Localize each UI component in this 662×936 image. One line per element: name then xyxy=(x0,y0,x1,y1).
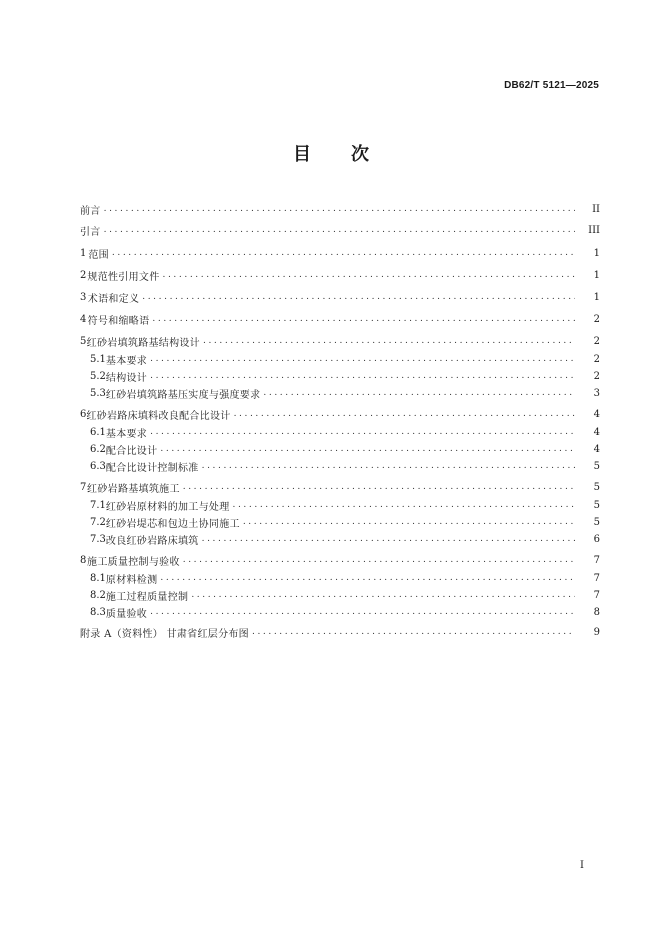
toc-entry-label: 基本要求 xyxy=(105,355,148,367)
toc-entry-introduction[interactable] xyxy=(80,221,600,239)
title-char-right: 次 xyxy=(351,144,369,165)
toc-entry-number: 8.2 xyxy=(90,589,106,601)
toc-entry-section-2[interactable] xyxy=(80,266,600,284)
toc-entry-label: 红砂岩堤芯和包边土协同施工 xyxy=(105,518,240,530)
toc-entry-page: 1 xyxy=(593,269,600,281)
toc-entry-page: 5 xyxy=(593,460,600,472)
toc-entry-page: 2 xyxy=(593,370,600,382)
toc-leader-dots xyxy=(152,314,575,324)
toc-entry-number: 5.1 xyxy=(90,353,106,365)
toc-entry-number: 7 xyxy=(80,481,87,493)
toc-leader-dots xyxy=(203,336,575,346)
title-char-left: 目 xyxy=(293,144,311,165)
toc-entry-page: 2 xyxy=(593,353,600,365)
toc-entry-section-8[interactable] xyxy=(80,551,600,569)
toc-entry-page: 5 xyxy=(593,481,600,493)
toc-entry-number: 6.2 xyxy=(90,443,106,455)
toc-entry-label: 结构设计 xyxy=(105,372,148,384)
toc-entry-page: 7 xyxy=(593,589,600,601)
toc-leader-dots xyxy=(263,388,575,398)
toc-entry-number: 6.1 xyxy=(90,426,106,438)
toc-entry-page: 6 xyxy=(593,533,600,545)
toc-leader-dots xyxy=(142,292,575,302)
toc-leader-dots xyxy=(150,427,575,437)
toc-entry-number: 7.3 xyxy=(90,533,106,545)
toc-leader-dots xyxy=(104,225,575,235)
page-number: I xyxy=(580,860,584,871)
toc-entry-page: 9 xyxy=(593,626,600,638)
toc-leader-dots xyxy=(160,573,575,583)
toc-leader-dots xyxy=(252,627,575,637)
toc-leader-dots xyxy=(243,517,575,527)
toc-leader-dots xyxy=(202,461,575,471)
toc-entry-label: 红砂岩路基填筑施工 xyxy=(87,483,180,495)
toc-entry-label: 附录 A（资料性） 甘肃省红层分布图 xyxy=(80,628,249,640)
toc-entry-page: 4 xyxy=(593,426,600,438)
toc-leader-dots xyxy=(202,534,575,544)
toc-entry-section-5-1[interactable] xyxy=(90,350,600,368)
toc-entry-section-4[interactable] xyxy=(80,310,600,328)
toc-entry-section-7-2[interactable] xyxy=(90,513,600,531)
toc-leader-dots xyxy=(163,270,575,280)
toc-entry-section-8-2[interactable] xyxy=(90,586,600,604)
toc-entry-label: 施工过程质量控制 xyxy=(105,591,189,603)
toc-entry-label: 符号和缩略语 xyxy=(87,315,150,327)
toc-entry-number: 5.2 xyxy=(90,370,106,382)
toc-entry-page: 3 xyxy=(593,387,600,399)
toc-entry-section-7-1[interactable] xyxy=(90,496,600,514)
toc-leader-dots xyxy=(150,354,575,364)
toc-entry-page: 8 xyxy=(593,606,600,618)
toc-entry-label: 红砂岩路床填料改良配合比设计 xyxy=(86,410,231,422)
toc-entry-page: II xyxy=(592,203,600,215)
toc-entry-number: 8 xyxy=(80,554,87,566)
document-code: DB62/T 5121—2025 xyxy=(504,80,599,91)
toc-entry-appendix-a[interactable] xyxy=(80,623,600,641)
toc-entry-label: 改良红砂岩路床填筑 xyxy=(105,535,199,547)
toc-entry-number: 2 xyxy=(80,269,87,281)
toc-leader-dots xyxy=(150,607,575,617)
toc-entry-label: 规范性引用文件 xyxy=(87,271,160,283)
toc-entry-section-6-3[interactable] xyxy=(90,457,600,475)
toc-entry-number: 5.3 xyxy=(90,387,106,399)
toc-entry-label: 施工质量控制与验收 xyxy=(87,556,180,568)
toc-entry-label: 红砂岩填筑路基结构设计 xyxy=(86,337,200,349)
toc-entry-page: 7 xyxy=(593,554,600,566)
toc-entry-number: 8.3 xyxy=(90,606,106,618)
toc-entry-section-7[interactable] xyxy=(80,478,600,496)
toc-entry-label: 范围 xyxy=(88,249,109,261)
toc-leader-dots xyxy=(234,409,575,419)
toc-entry-page: 5 xyxy=(593,499,600,511)
toc-entry-section-1[interactable] xyxy=(80,244,600,262)
toc-entry-number: 4 xyxy=(80,313,87,325)
toc-entry-label: 基本要求 xyxy=(105,428,148,440)
toc-entry-page: 5 xyxy=(593,516,600,528)
toc-entry-section-7-3[interactable] xyxy=(90,530,600,548)
toc-entry-number: 3 xyxy=(80,291,87,303)
toc-entry-number: 8.1 xyxy=(90,572,106,584)
toc-leader-dots xyxy=(191,590,575,600)
toc-entry-label: 术语和定义 xyxy=(87,293,140,305)
toc-entry-page: III xyxy=(588,224,600,236)
toc-entry-section-5-2[interactable] xyxy=(90,367,600,385)
toc-leader-dots xyxy=(160,444,575,454)
toc-entry-section-6-1[interactable] xyxy=(90,423,600,441)
toc-entry-foreword[interactable] xyxy=(80,200,600,218)
toc-entry-number: 7.2 xyxy=(90,516,106,528)
toc-entry-label: 红砂岩填筑路基压实度与强度要求 xyxy=(105,389,261,401)
toc-entry-label: 质量验收 xyxy=(105,608,148,620)
toc-entry-page: 1 xyxy=(593,247,600,259)
page-title xyxy=(0,140,662,166)
toc-entry-label: 前言 xyxy=(80,205,101,217)
toc-entry-label: 红砂岩原材料的加工与处理 xyxy=(105,501,230,513)
toc-entry-page: 2 xyxy=(593,313,600,325)
toc-entry-number: 5 xyxy=(80,335,87,347)
toc-entry-page: 2 xyxy=(593,335,600,347)
toc-entry-number: 6.3 xyxy=(90,460,106,472)
toc-entry-section-8-3[interactable] xyxy=(90,603,600,621)
toc-entry-number: 6 xyxy=(80,408,87,420)
toc-leader-dots xyxy=(150,371,575,381)
toc-leader-dots xyxy=(183,555,575,565)
toc-entry-section-5[interactable] xyxy=(80,332,600,350)
toc-entry-number: 7.1 xyxy=(90,499,106,511)
toc-leader-dots xyxy=(233,500,575,510)
toc-entry-section-6-2[interactable] xyxy=(90,440,600,458)
toc-leader-dots xyxy=(112,248,575,258)
toc-entry-section-8-1[interactable] xyxy=(90,569,600,587)
toc-entry-page: 7 xyxy=(593,572,600,584)
toc-leader-dots xyxy=(183,482,575,492)
toc-entry-page: 4 xyxy=(593,408,600,420)
toc-entry-section-5-3[interactable] xyxy=(90,384,600,402)
toc-leader-dots xyxy=(104,204,575,214)
toc-entry-label: 配合比设计 xyxy=(105,445,158,457)
toc-entry-number: 1 xyxy=(80,247,87,259)
toc-entry-page: 1 xyxy=(593,291,600,303)
toc-entry-section-6[interactable] xyxy=(80,405,600,423)
toc-entry-page: 4 xyxy=(593,443,600,455)
toc-entry-label: 引言 xyxy=(80,226,101,238)
toc-entry-label: 原材料检测 xyxy=(105,574,158,586)
toc-entry-section-3[interactable] xyxy=(80,288,600,306)
toc-entry-label: 配合比设计控制标准 xyxy=(105,462,199,474)
